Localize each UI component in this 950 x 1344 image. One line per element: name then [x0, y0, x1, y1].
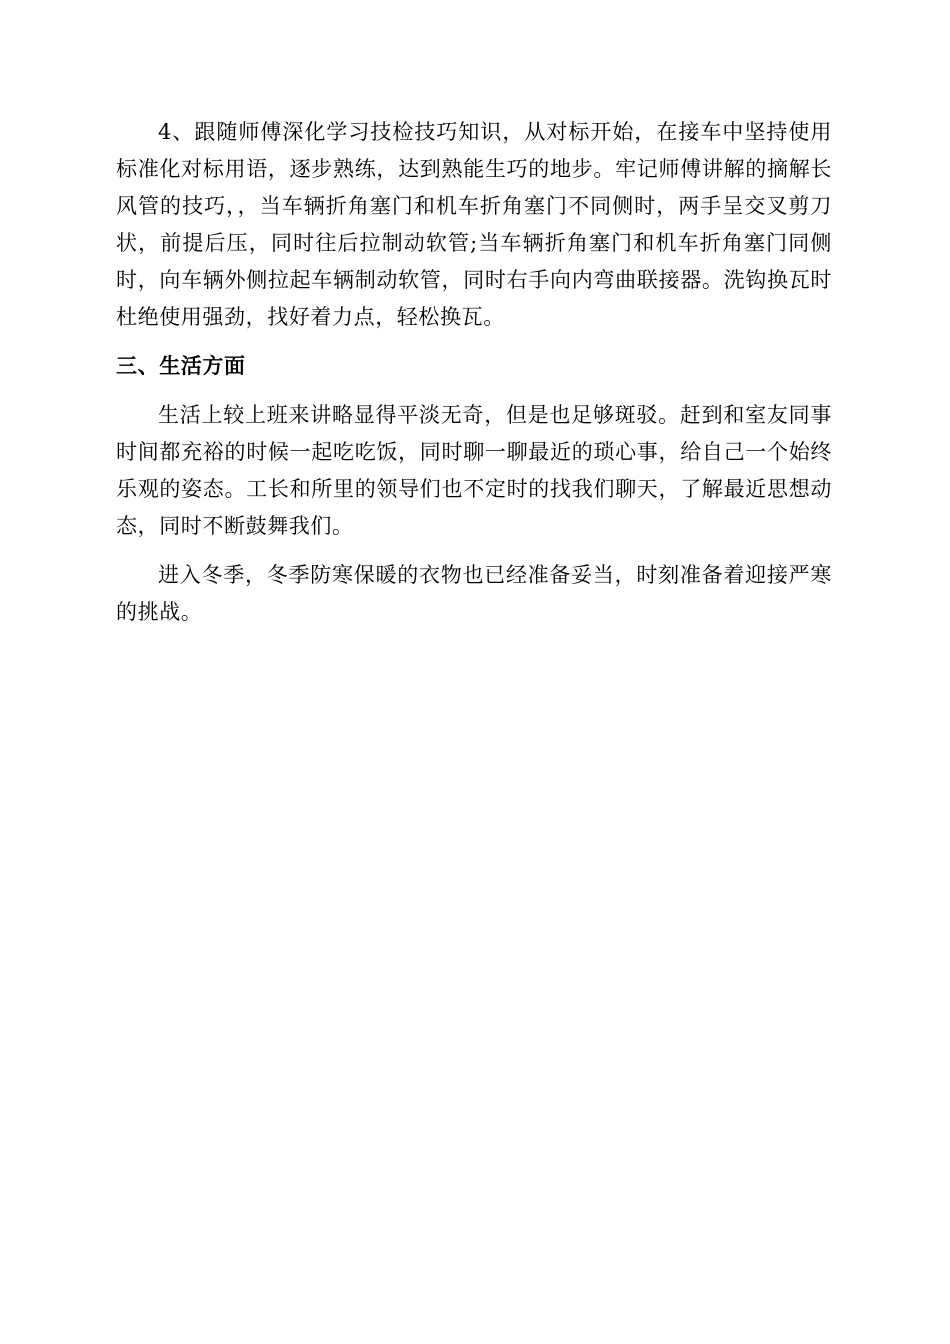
- paragraph-technique: 4、跟随师傅深化学习技检技巧知识，从对标开始，在接车中坚持使用标准化对标用语，逐步熟练，达到熟能生巧的地步。牢记师傅讲解的摘解长风管的技巧，，当车辆折角塞门和机车折角塞门不同侧时，两手呈交叉剪刀状，前提后压，同时往后拉制动软管;当车辆折角塞门和机车折角塞门同侧时，向车辆外侧拉起车辆制动软管，同时右手向内弯曲联接器。洗钩换瓦时杜绝使用强劲，找好着力点，轻松换瓦。: [116, 120, 832, 329]
- paragraph-life: 生活上较上班来讲略显得平淡无奇，但是也足够斑驳。赶到和室友同事时间都充裕的时候一起吃吃饭，同时聊一聊最近的琐心事，给自己一个始终乐观的姿态。工长和所里的领导们也不定时的找我们聊天，了解最近思想动态，同时不断鼓舞我们。: [116, 403, 832, 538]
- paragraph-winter: 进入冬季，冬季防寒保暖的衣物也已经准备妥当，时刻准备着迎接严寒的挑战。: [116, 563, 832, 624]
- section-heading-life: 三、生活方面: [116, 354, 246, 378]
- document-page: [116, 114, 832, 631]
